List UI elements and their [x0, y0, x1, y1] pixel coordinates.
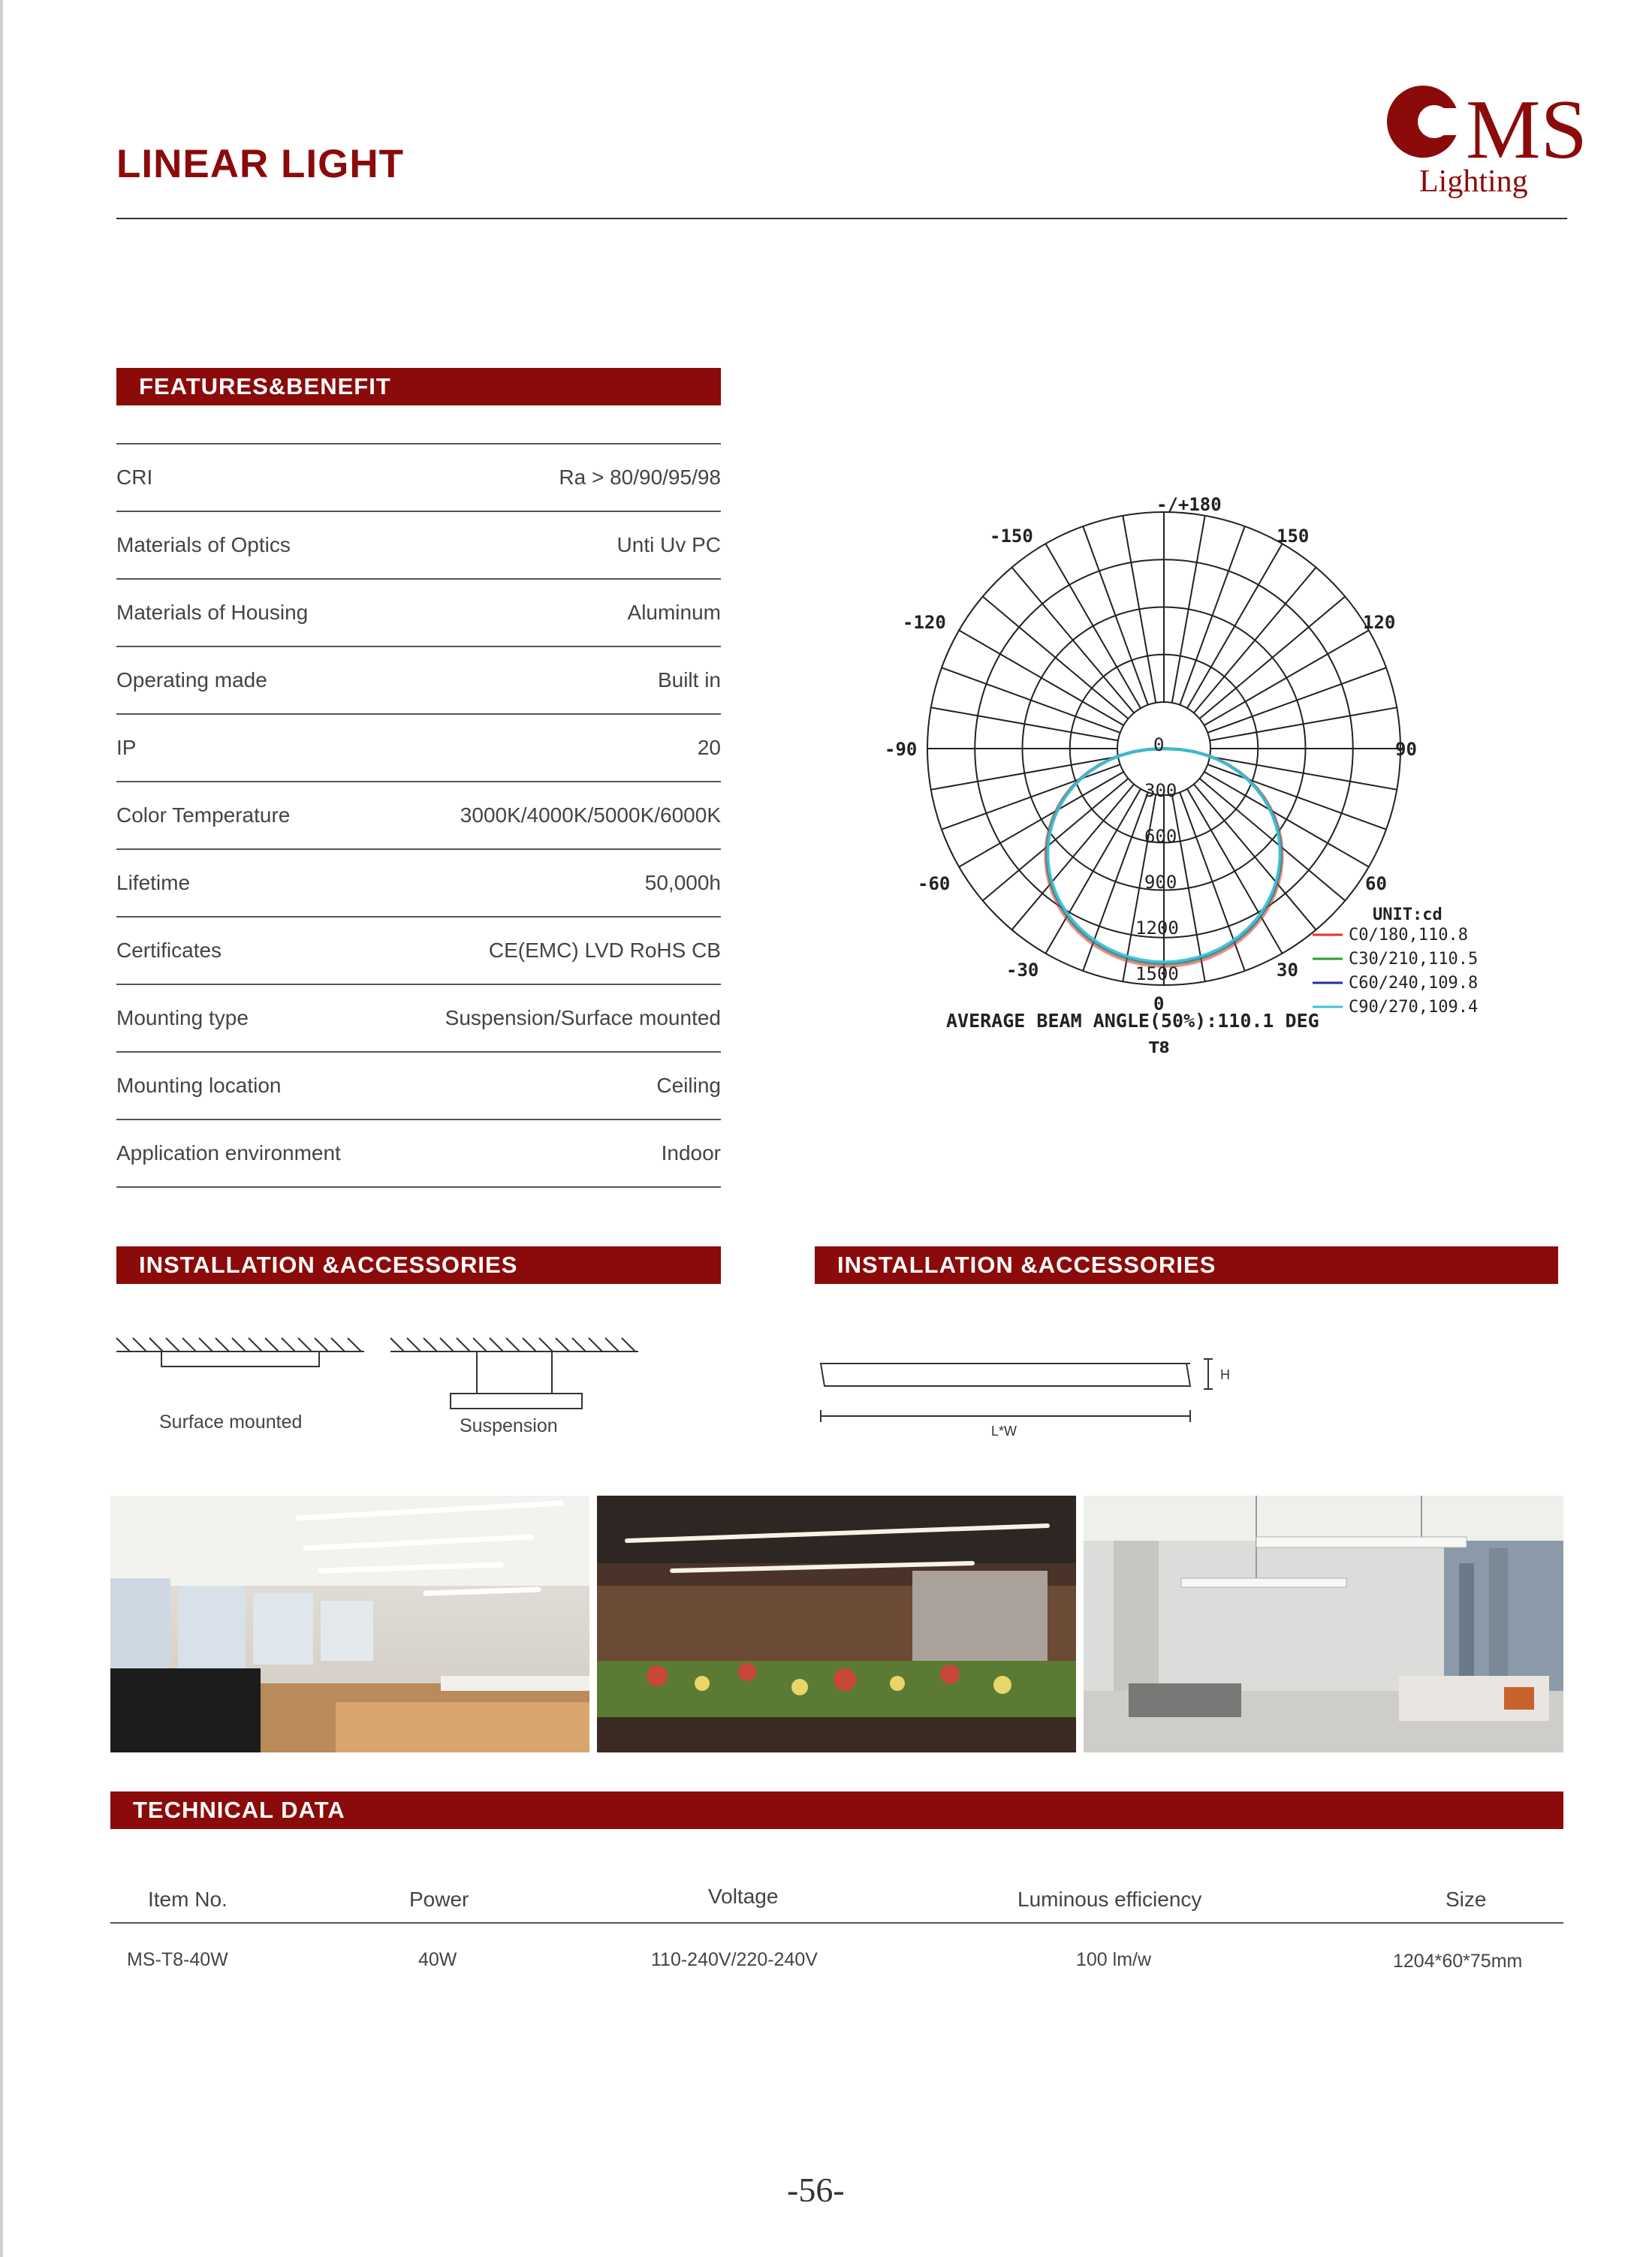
radial-label-900: 900	[1144, 872, 1177, 893]
polar-spoke	[1172, 516, 1205, 703]
polar-spoke	[1046, 789, 1141, 954]
polar-spoke	[1204, 772, 1369, 867]
radial-label-300: 300	[1144, 780, 1177, 801]
ceiling-hatch	[348, 1338, 361, 1351]
spec-row	[116, 443, 721, 511]
polar-spoke	[942, 764, 1120, 830]
surface-mounted-caption: Surface mounted	[159, 1412, 303, 1433]
radial-label-0: 0	[1153, 734, 1165, 755]
header-voltage: Voltage	[708, 1885, 779, 1908]
angle-label-p60: 60	[1365, 873, 1387, 894]
spec-value: Aluminum	[627, 601, 721, 624]
ceiling-hatch	[116, 1338, 130, 1351]
angle-label-n60: -60	[918, 873, 951, 894]
polar-spoke	[1207, 764, 1386, 830]
polar-spoke	[942, 667, 1120, 733]
features-heading: FEATURES&BENEFIT	[116, 368, 721, 405]
spec-label: CRI	[116, 466, 153, 489]
spec-label: Mounting type	[116, 1006, 249, 1029]
spec-label: Materials of Optics	[116, 533, 291, 556]
header-luminous-efficiency: Luminous efficiency	[1017, 1888, 1202, 1911]
ceiling-hatch	[457, 1338, 470, 1351]
polar-spoke	[1187, 544, 1283, 708]
angle-label-p150: 150	[1277, 526, 1310, 547]
spec-label: Materials of Housing	[116, 601, 309, 624]
cell-voltage: 110-240V/220-240V	[651, 1949, 818, 1970]
ceiling-hatch	[282, 1338, 295, 1351]
dimension-diagram	[815, 1351, 1250, 1442]
spec-value: Indoor	[661, 1141, 721, 1165]
model-label: T8	[1149, 1038, 1170, 1056]
suspension-diagram	[390, 1336, 638, 1412]
radial-label-600: 600	[1144, 826, 1177, 847]
header-size: Size	[1446, 1888, 1487, 1911]
cell-item-no: MS-T8-40W	[127, 1949, 228, 1970]
spec-label: Mounting location	[116, 1074, 282, 1097]
spec-value: 20	[697, 736, 721, 759]
angle-label-p120: 120	[1363, 612, 1396, 633]
polar-spoke	[1187, 789, 1283, 954]
ceiling-hatch	[556, 1338, 569, 1351]
page-title: LINEAR LIGHT	[116, 142, 404, 186]
photometric-polar-diagram	[871, 481, 1509, 1066]
angle-label-p90: 90	[1395, 739, 1417, 760]
installation-heading-right: INSTALLATION &ACCESSORIES	[815, 1246, 1558, 1284]
polar-spoke	[1199, 597, 1345, 719]
page-edge	[0, 0, 3, 2257]
spec-value: Built in	[657, 668, 721, 692]
ceiling-hatch	[539, 1338, 553, 1351]
office-application-photo	[110, 1496, 589, 1752]
ceiling-hatch	[605, 1338, 619, 1351]
ceiling-hatch	[249, 1338, 262, 1351]
spec-row	[116, 848, 721, 916]
polar-spoke	[1083, 526, 1148, 705]
spec-row	[116, 713, 721, 781]
spec-label: Lifetime	[116, 871, 191, 894]
table-rule	[110, 1922, 1563, 1924]
polar-spoke	[1199, 779, 1345, 901]
spec-row	[116, 1051, 721, 1119]
ceiling-hatch	[232, 1338, 246, 1351]
ceiling-hatch	[523, 1338, 536, 1351]
spec-row	[116, 646, 721, 713]
polar-spoke	[1207, 667, 1386, 733]
spec-label: Color Temperature	[116, 803, 291, 827]
spec-row	[116, 511, 721, 578]
cell-power: 40W	[418, 1949, 457, 1970]
angle-label-n150: -150	[990, 526, 1033, 547]
spec-value: CE(EMC) LVD RoHS CB	[488, 939, 721, 962]
angle-label-n30: -30	[1006, 960, 1039, 981]
ceiling-hatch	[424, 1338, 437, 1351]
polar-spoke	[959, 772, 1123, 867]
angle-label-n90: -90	[885, 739, 918, 760]
legend-label: C30/210,110.5	[1349, 950, 1479, 969]
angle-label-0: 0	[1153, 993, 1165, 1014]
cell-luminous-efficiency: 100 lm/w	[1076, 1949, 1152, 1970]
length-width-label: L*W	[991, 1424, 1017, 1439]
radial-label-1200: 1200	[1135, 918, 1179, 939]
spec-row	[116, 1119, 721, 1188]
ceiling-hatch	[490, 1338, 503, 1351]
market-application-photo	[597, 1496, 1076, 1752]
header-rule	[116, 218, 1567, 219]
spec-label: IP	[116, 736, 137, 759]
polar-spoke	[1180, 526, 1245, 705]
polar-spoke	[1012, 568, 1135, 713]
polar-spoke	[1194, 568, 1316, 713]
polar-spoke	[1204, 631, 1369, 726]
ceiling-hatch	[199, 1338, 213, 1351]
polar-spoke	[1210, 707, 1397, 740]
spec-row	[116, 781, 721, 848]
ceiling-hatch	[622, 1338, 635, 1351]
ceiling-hatch	[133, 1338, 146, 1351]
polar-spoke	[983, 779, 1129, 901]
spec-value: Ra > 80/90/95/98	[559, 466, 721, 489]
ceiling-hatch	[331, 1338, 345, 1351]
spec-value: 3000K/4000K/5000K/6000K	[460, 803, 721, 827]
header-power: Power	[409, 1888, 469, 1911]
polar-spoke	[931, 707, 1118, 740]
features-table	[116, 443, 721, 1188]
cell-size: 1204*60*75mm	[1393, 1951, 1523, 1972]
spec-label: Application environment	[116, 1141, 341, 1165]
spec-row	[116, 578, 721, 646]
spec-value: Ceiling	[656, 1074, 721, 1097]
polar-spoke	[983, 597, 1129, 719]
spec-value: Suspension/Surface mounted	[445, 1006, 721, 1029]
installation-heading-left: INSTALLATION &ACCESSORIES	[116, 1246, 721, 1284]
ceiling-hatch	[149, 1338, 163, 1351]
ceiling-hatch	[407, 1338, 421, 1351]
height-label: H	[1220, 1367, 1230, 1382]
lounge-application-photo	[1084, 1496, 1563, 1752]
ceiling-hatch	[440, 1338, 454, 1351]
spec-label: Operating made	[116, 668, 267, 692]
surface-mount-diagram	[116, 1336, 364, 1382]
logo-subtitle: Lighting	[1419, 164, 1528, 199]
suspension-caption: Suspension	[460, 1415, 558, 1436]
polar-spoke	[1194, 784, 1316, 930]
unit-label: UNIT:cd	[1373, 906, 1442, 924]
ceiling-hatch	[166, 1338, 179, 1351]
beam-angle-text: AVERAGE BEAM ANGLE(50%):110.1 DEG	[946, 1010, 1319, 1032]
spec-value: 50,000h	[644, 871, 721, 894]
ceiling-hatch	[390, 1338, 404, 1351]
technical-data-heading: TECHNICAL DATA	[110, 1791, 1563, 1829]
spec-row	[116, 984, 721, 1051]
spec-value: Unti Uv PC	[616, 533, 721, 556]
ceiling-hatch	[589, 1338, 602, 1351]
ceiling-hatch	[315, 1338, 328, 1351]
page-number: -56-	[787, 2171, 845, 2209]
spec-label: Certificates	[116, 939, 222, 962]
radial-label-1500: 1500	[1135, 963, 1179, 984]
ceiling-hatch	[506, 1338, 520, 1351]
polar-spoke	[959, 631, 1123, 726]
ceiling-hatch	[473, 1338, 487, 1351]
angle-label-n120: -120	[903, 612, 946, 633]
angle-label-180: -/+180	[1156, 494, 1222, 515]
legend-label: C0/180,110.8	[1349, 926, 1468, 945]
logo-letters: MS	[1466, 83, 1587, 176]
polar-spoke	[1123, 516, 1156, 703]
angle-label-p30: 30	[1277, 960, 1298, 981]
ceiling-hatch	[265, 1338, 279, 1351]
legend-label: C60/240,109.8	[1349, 974, 1479, 993]
polar-spoke	[1046, 544, 1141, 708]
spec-row	[116, 916, 721, 984]
ceiling-hatch	[182, 1338, 196, 1351]
ceiling-hatch	[298, 1338, 312, 1351]
header-item-no: Item No.	[148, 1888, 228, 1911]
ceiling-hatch	[572, 1338, 586, 1351]
polar-spoke	[1012, 784, 1135, 930]
curve-legend	[1313, 926, 1478, 1017]
ceiling-hatch	[216, 1338, 229, 1351]
legend-label: C90/270,109.4	[1349, 998, 1479, 1017]
